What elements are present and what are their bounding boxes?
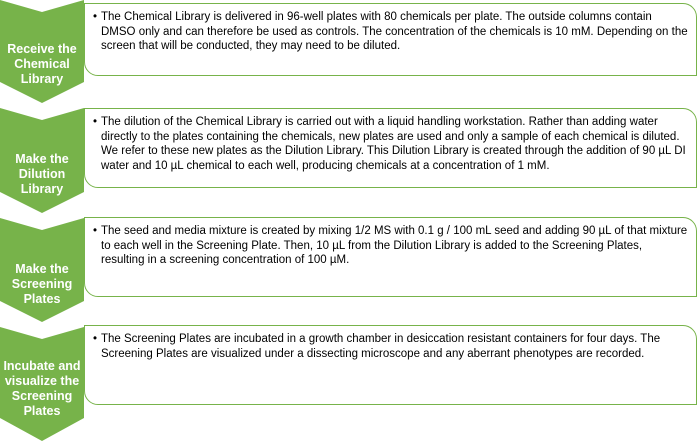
bullet-marker: • <box>93 225 98 237</box>
step-label-line: visualize the <box>4 374 80 388</box>
step-description-box <box>84 217 697 297</box>
step-label <box>0 250 84 318</box>
step-label-line: Incubate and <box>3 359 81 373</box>
step-label-line: Receive the <box>7 41 77 56</box>
bullet-marker: • <box>93 11 98 23</box>
step-label <box>0 140 84 208</box>
bullet-marker: • <box>93 116 98 128</box>
step-bullet <box>93 224 688 268</box>
step-description-box <box>84 3 697 76</box>
step-label-line: Make the <box>15 261 69 276</box>
step-bullet <box>93 115 688 173</box>
step-label-line: Library <box>20 71 64 86</box>
bullet-marker: • <box>93 333 98 345</box>
step-label-line: Plates <box>23 291 61 306</box>
step-label-line: Make the <box>15 151 69 166</box>
step-label-line: Screening <box>11 389 73 403</box>
step-label <box>0 350 84 428</box>
step-label-line: Dilution <box>18 166 66 181</box>
step-description: The seed and media mixture is created by mixing 1/2 MS with 0.1 g / 100 mL seed and adding 90 µL of that mixture to each well in the Screening Plate. Then, 10 µL from the Dilution Library is added to the Screening Plates, resulting in a screening concentration of 100 µM. <box>101 225 688 267</box>
step-description: The Chemical Library is delivered in 96-well plates with 80 chemicals per plate. The outside columns contain DMSO only and can therefore be used as controls. The concentration of the chemicals is 10 mM. Depending on the screen that will be conducted, they may need to be diluted. <box>101 11 688 53</box>
step-description-box <box>84 108 697 188</box>
step-label-line: Screening <box>11 276 73 291</box>
step-bullet <box>93 10 688 54</box>
step-label-line: Chemical <box>14 56 70 71</box>
step-description-box <box>84 325 697 405</box>
step-description: The Screening Plates are incubated in a growth chamber in desiccation resistant containers for four days. The Screening Plates are visualized under a dissecting microscope and any aberrant phenotypes are recorded. <box>101 333 661 360</box>
step-bullet <box>93 332 688 361</box>
step-label-line: Library <box>20 181 64 196</box>
step-label <box>0 30 84 98</box>
step-description: The dilution of the Chemical Library is carried out with a liquid handling workstation. Rather than adding water directly to the plates containing the chemicals, new plates are used and only a sample of each chemical is diluted. We refer to these new plates as the Dilution Library. This Dilution Library is created through the addition of 90 µL DI water and 10 µL chemical to each well, producing chemicals at a concentration of 1 mM. <box>101 116 686 172</box>
step-label-line: Plates <box>23 404 61 418</box>
